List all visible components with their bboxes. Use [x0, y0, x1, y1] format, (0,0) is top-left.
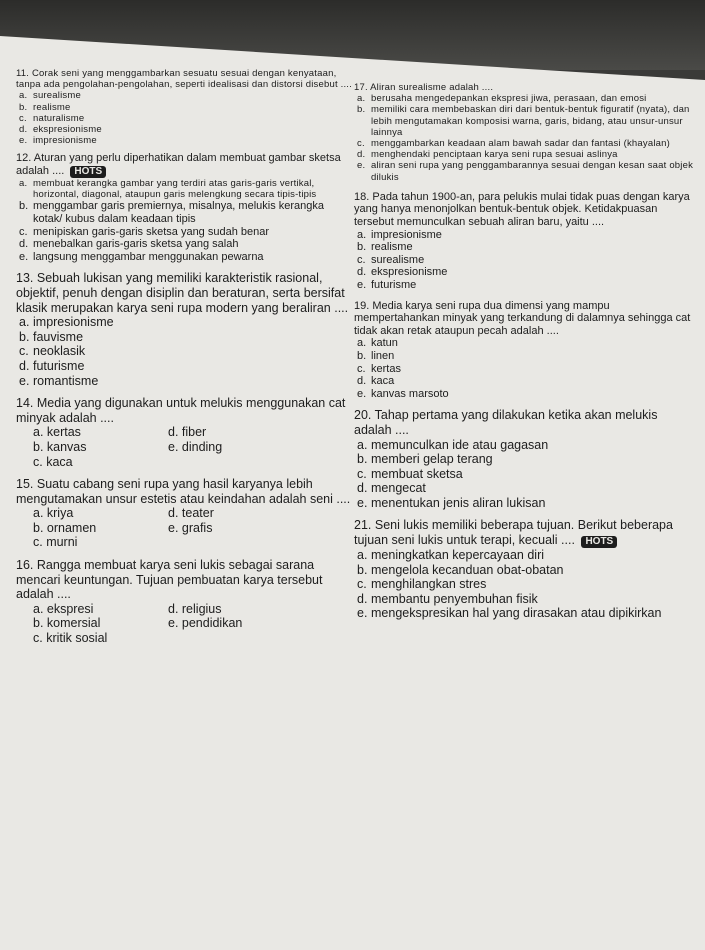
option: a. meningkatkan kepercayaan diri: [357, 548, 545, 563]
question-stem: Media karya seni rupa dua dimensi yang mampu mempertahankan minyak yang terkandung di dalamnya sehingga cat tidak akan retak ataupun pecah adalah ....: [354, 299, 691, 337]
option: b. realisme: [357, 241, 413, 254]
option: c. menggambarkan keadaan alam bawah sadar dan fantasi (khayalan): [357, 138, 670, 150]
option: c. membuat sketsa: [357, 466, 463, 481]
option-row: b. kanvas e. dinding: [33, 439, 223, 454]
right-column: [354, 68, 694, 621]
option: b. linen: [357, 349, 395, 362]
question-number: 18.: [354, 190, 370, 203]
question-stem: Media yang digunakan untuk melukis menggunakan cat minyak adalah ....: [16, 396, 346, 425]
option: e. impresionisme: [19, 135, 97, 147]
option: e. kanvas marsoto: [357, 387, 449, 400]
question-18: [354, 191, 694, 292]
question-number: 11.: [16, 68, 30, 79]
left-column: [16, 68, 352, 646]
option: c. kertas: [357, 362, 401, 375]
option: d. futurisme: [19, 358, 85, 373]
question-number: 13.: [16, 271, 34, 286]
option: e. mengekspresikan hal yang dirasakan atau dipikirkan: [357, 606, 662, 621]
question-number: 20.: [354, 408, 372, 423]
question-15: [16, 477, 352, 550]
option: a. berusaha mengedepankan ekspresi jiwa, perasaan, dan emosi: [357, 93, 647, 105]
option: d. kaca: [357, 375, 395, 388]
option: e. menentukan jenis aliran lukisan: [357, 495, 546, 510]
option: b. realisme: [19, 101, 71, 113]
option: d. ekspresionisme: [19, 124, 102, 136]
question-number: 12.: [16, 152, 32, 165]
option: c. surealisme: [357, 253, 425, 266]
question-number: 15.: [16, 477, 34, 492]
option: c. menipiskan garis-garis sketsa yang sudah benar: [19, 225, 270, 238]
question-14: [16, 396, 352, 469]
hots-badge: HOTS: [581, 536, 617, 548]
option: a. surealisme: [19, 90, 81, 102]
option: d. menebalkan garis-garis sketsa yang salah: [19, 238, 239, 251]
question-number: 14.: [16, 396, 34, 411]
question-number: 17.: [354, 82, 368, 93]
option-row: c. kaca: [33, 454, 73, 469]
option-row: b. ornamen e. grafis: [33, 520, 213, 535]
question-21: [354, 518, 694, 621]
option: d. menghendaki penciptaan karya seni rupa sesuai aslinya: [357, 149, 618, 161]
question-20: [354, 408, 694, 510]
question-12: [16, 152, 352, 263]
option: c. naturalisme: [19, 112, 85, 124]
question-stem: Corak seni yang menggambarkan sesuatu sesuai dengan kenyataan, tanpa ada pengolahan-pengolahan, seperti idealisasi dan distorsi disebut ....: [16, 68, 352, 91]
option: d. ekspresionisme: [357, 266, 448, 279]
option: a. membuat kerangka gambar yang terdiri atas garis-garis vertikal, horizontal, diagonal, ataupun garis melengkung secara tipis-tipis: [19, 178, 317, 201]
option: a. katun: [357, 337, 398, 350]
option: b. menggambar garis premiernya, misalnya, melukis kerangka kotak/ kubus dalam keadaan tipis: [19, 200, 325, 226]
option: b. mengelola kecanduan obat-obatan: [357, 562, 564, 577]
option: c. neoklasik: [19, 344, 86, 359]
option-row: a. kriya d. teater: [33, 506, 214, 521]
question-stem: Tahap pertama yang dilakukan ketika akan melukis adalah ....: [354, 408, 658, 437]
option: c. menghilangkan stres: [357, 577, 487, 592]
question-13: [16, 271, 352, 388]
question-stem: Pada tahun 1900-an, para pelukis mulai tidak puas dengan karya yang hanya menonjolkan bentuk-bentuk objek. Ketidakpuasan tersebut memunculkan sebuah aliran baru, yaitu ....: [354, 190, 690, 229]
question-stem: Suatu cabang seni rupa yang hasil karyanya lebih mengutamakan unsur estetis atau keindahan adalah seni ....: [16, 477, 351, 506]
option-row: a. ekspresi d. religius: [33, 601, 222, 616]
option: e. langsung menggambar menggunakan pewarna: [19, 250, 264, 263]
question-19: [354, 300, 694, 401]
option: a. impresionisme: [19, 315, 114, 330]
option: e. aliran seni rupa yang penggambarannya sesuai dengan kesan saat objek dilukis: [357, 160, 694, 183]
option-row: a. kertas d. fiber: [33, 425, 207, 440]
question-stem: Sebuah lukisan yang memiliki karakteristik rasional, objektif, penuh dengan disiplin dan beraturan, serta bersifat klasik merupakan karya seni rupa modern yang beraliran ....: [16, 271, 349, 315]
question-stem: Seni lukis memiliki beberapa tujuan. Berikut beberapa tujuan seni lukis untuk terapi, kecuali ....: [354, 518, 673, 548]
option: d. membantu penyembuhan fisik: [357, 591, 538, 606]
option: b. fauvisme: [19, 329, 84, 344]
option-row: c. murni: [33, 535, 78, 550]
hots-badge: HOTS: [70, 166, 106, 178]
option: d. mengecat: [357, 481, 426, 496]
question-stem: Rangga membuat karya seni lukis sebagai sarana mencari keuntungan. Tujuan pembuatan karya tersebut adalah ....: [16, 558, 323, 602]
option: e. futurisme: [357, 278, 417, 291]
question-stem: Aturan yang perlu diperhatikan dalam membuat gambar sketsa adalah ....: [16, 152, 341, 178]
option: b. memiliki cara membebaskan diri dari bentuk-bentuk figuratif (nyata), dan lebih mengutamakan komposisi warna, garis, bidang, atau unsur-unsur lainnya: [357, 104, 690, 138]
option: b. memberi gelap terang: [357, 452, 493, 467]
option: a. memunculkan ide atau gagasan: [357, 437, 549, 452]
question-number: 16.: [16, 558, 34, 573]
question-17: [354, 82, 694, 183]
option-row: b. komersial e. pendidikan: [33, 616, 243, 631]
question-number: 21.: [354, 518, 372, 533]
option: a. impresionisme: [357, 228, 442, 241]
question-stem: Aliran surealisme adalah ....: [370, 82, 494, 93]
question-number: 19.: [354, 299, 370, 312]
option: e. romantisme: [19, 373, 99, 388]
option-row: c. kritik sosial: [33, 631, 108, 646]
question-11: [16, 68, 352, 146]
question-16: [16, 558, 352, 646]
